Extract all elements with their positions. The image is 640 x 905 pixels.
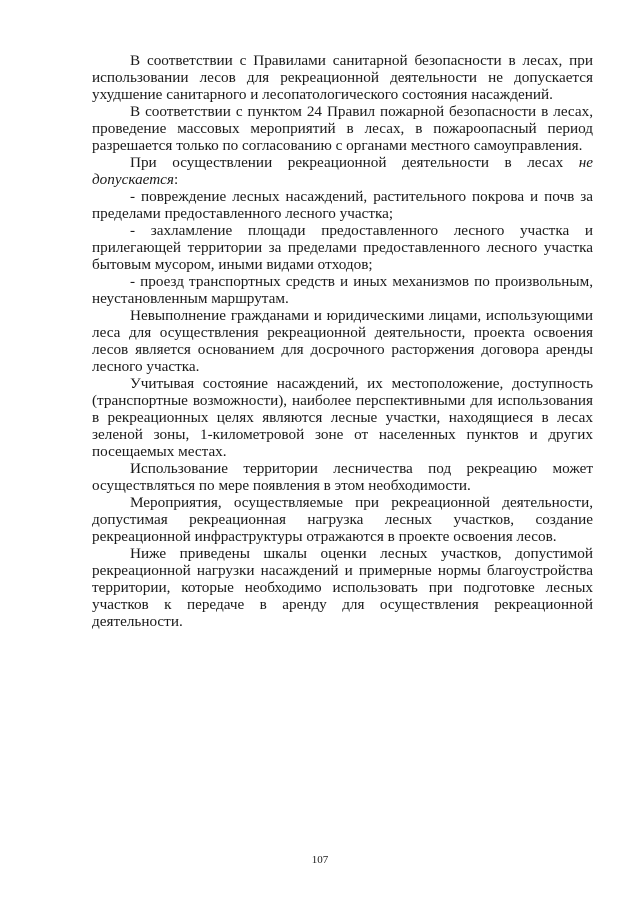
prohibited-emphasis: не допускается [92, 154, 593, 188]
page-number: 107 [311, 854, 329, 866]
paragraph-lease-termination: Невыполнение гражданами и юридическими лицами, использующими леса для осуществления рекреационной деятельности, проекта освоения лесов является основанием для досрочного расторжения договора аренды лесного участка. [92, 307, 593, 375]
paragraph-territory-use: Использование территории лесничества под рекреацию может осуществляться по мере появления в этом необходимости. [92, 460, 593, 494]
paragraph-activities-reflected: Мероприятия, осуществляемые при рекреационной деятельности, допустимая рекреационная нагрузка лесных участков, создание рекреационной инфраструктуры отражаются в проекте освоения лесов. [92, 494, 593, 545]
paragraph-sanitary-rules: В соответствии с Правилами санитарной безопасности в лесах, при использовании лесов для рекреационной деятельности не допускается ухудшение санитарного и лесопатологического состояния насаждений. [92, 52, 593, 103]
prohibited-item-damage: - повреждение лесных насаждений, растительного покрова и почв за пределами предоставленного лесного участка; [92, 188, 593, 222]
prohibited-item-litter: - захламление площади предоставленного лесного участка и прилегающей территории за пределами предоставленного лесного участка бытовым мусором, иными видами отходов; [92, 222, 593, 273]
prohibited-item-vehicles: - проезд транспортных средств и иных механизмов по произвольным, неустановленным маршрутам. [92, 273, 593, 307]
paragraph-fire-rules: В соответствии с пунктом 24 Правил пожарной безопасности в лесах, проведение массовых мероприятий в лесах, в пожароопасный период разрешается только по согласованию с органами местного самоуправления. [92, 103, 593, 154]
paragraph-promising-areas: Учитывая состояние насаждений, их местоположение, доступность (транспортные возможности), наиболее перспективными для использования в рекреационных целях являются лесные участки, находящиеся в лесах зеленой зоны, 1-километровой зоне от населенных пунктов и других посещаемых местах. [92, 375, 593, 460]
paragraph-scales-intro: Ниже приведены шкалы оценки лесных участков, допустимой рекреационной нагрузки насаждений и примерные нормы благоустройства территории, которые необходимо использовать при подготовке лесных участков к передаче в аренду для осуществления рекреационной деятельности. [92, 545, 593, 630]
document-page-body [92, 52, 593, 630]
prohibited-intro-text: При осуществлении рекреационной деятельности в лесах [130, 154, 579, 171]
prohibited-colon: : [173, 171, 179, 188]
paragraph-prohibited-intro [92, 154, 593, 188]
